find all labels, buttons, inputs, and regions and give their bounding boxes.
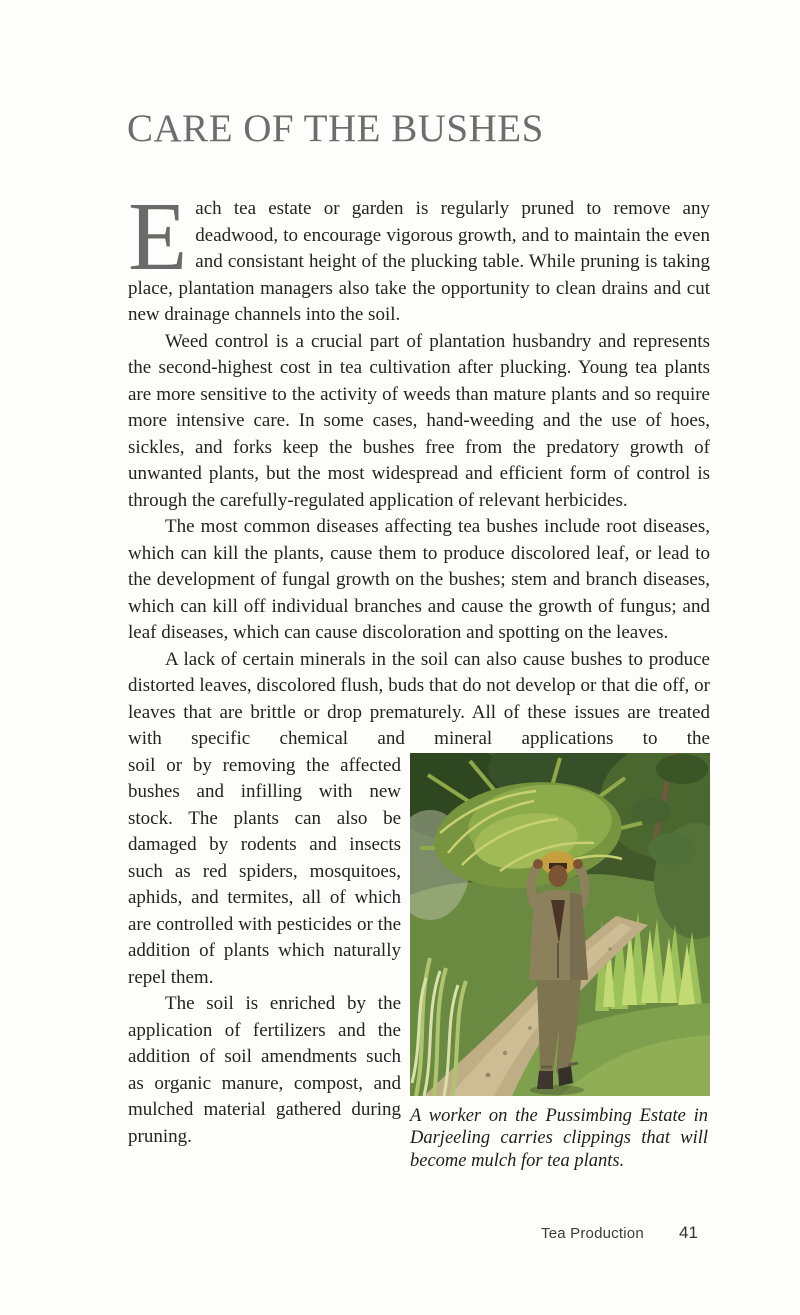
- photo-caption: A worker on the Pussimbing Estate in Darjeeling carries clippings that will become mulch for tea plants.: [410, 1105, 708, 1171]
- worker-photo-figure: [410, 753, 710, 1173]
- body-paragraph-2: Weed control is a crucial part of plantation husbandry and represents the second-highest cost in tea cultivation after plucking. Young tea plants are more sensitive to the activity of weeds than mature plants and so require more intensive care. In some cases, hand-weeding and the use of hoes, sickles, and forks keep the bushes free from the predatory growth of unwanted plants, but the most widespread and efficient form of control is through the carefully-regulated application of relevant herbicides.: [128, 330, 710, 511]
- wrapped-text-column: [128, 753, 401, 1151]
- body-paragraph-5: The soil is enriched by the application of fertilizers and the addition of soil amendments such as organic manure, compost, and mulched material gathered during pruning.: [128, 993, 401, 1147]
- paragraph-1-text: ach tea estate or garden is regularly pruned to remove any deadwood, to encourage vigorous growth, and to maintain the even and consistant height of the plucking table. While pruning is taking place, plantation managers also take the opportunity to clean drains and cut new drainage channels into the soil.: [128, 198, 710, 325]
- page-number: 41: [679, 1223, 698, 1242]
- footer-section-label: Tea Production: [541, 1225, 644, 1242]
- body-paragraph-1: [128, 183, 710, 329]
- worker-photo: [410, 753, 710, 1096]
- boots: [558, 1066, 573, 1086]
- drop-cap: E: [128, 183, 188, 290]
- body-text: [128, 183, 710, 1172]
- face: [549, 865, 568, 887]
- body-paragraph-4-full-width: A lack of certain minerals in the soil can also cause bushes to produce distorted leaves, discolored flush, buds that do not develop or that die off, or leaves that are brittle or drop prematurely. All of these issues are treated with specific chemical and mineral applications to the: [128, 648, 710, 749]
- text-and-photo-row: [128, 753, 710, 1173]
- body-paragraph-3: The most common diseases affecting tea bushes include root diseases, which can kill the plants, cause them to produce discolored leaf, or lead to the development of fungal growth on the bushes; stem and branch diseases, which can kill off individual branches and cause the growth of fungus; and leaf diseases, which can cause discoloration and spotting on the leaves.: [128, 516, 710, 643]
- running-footer: [0, 1222, 800, 1252]
- body-paragraph-4-wrapped: soil or by removing the affected bushes and infilling with new stock. The plants can also be damaged by rodents and insects such as red spiders, mosquitoes, aphids, and termites, all of which are controlled with pesticides or the addition of plants which naturally repel them.: [128, 754, 401, 988]
- chapter-title: CARE OF THE BUSHES: [127, 107, 544, 150]
